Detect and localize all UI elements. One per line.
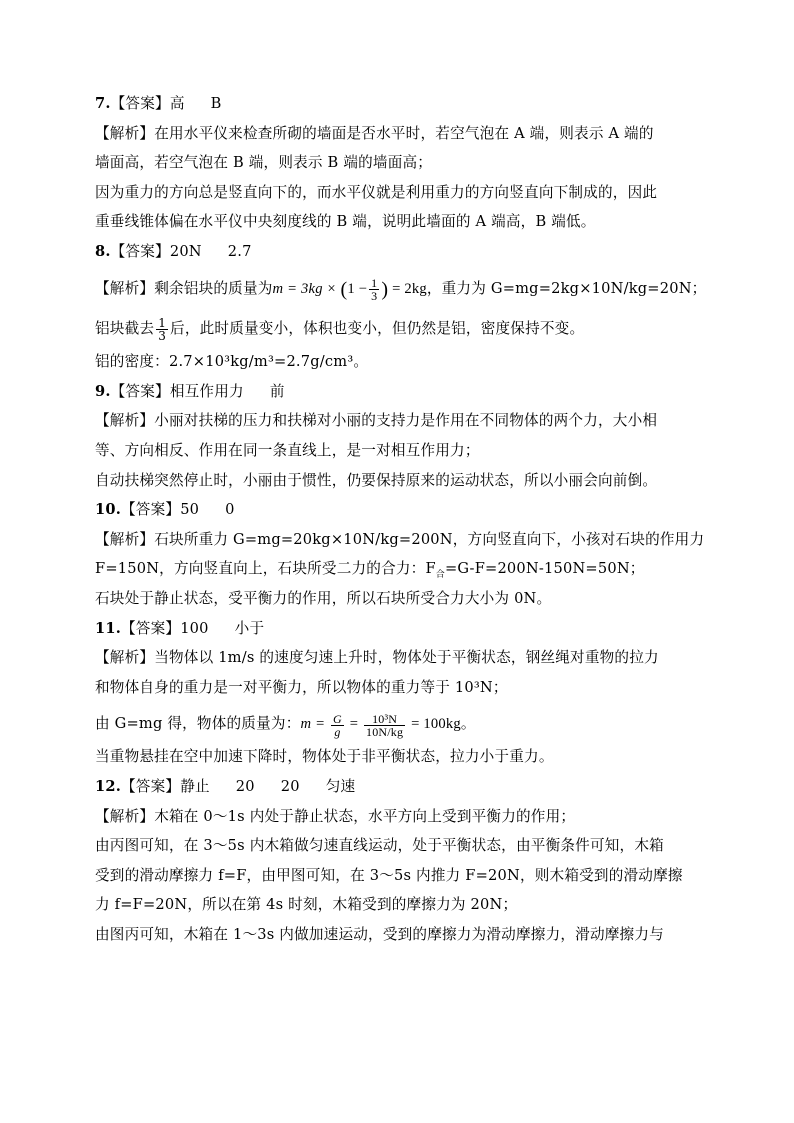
q10-number: 10. <box>95 501 121 519</box>
analysis-line: 受到的滑动摩擦力 f=F，由甲图可知，在 3～5s 内推力 F=20N，则木箱受到的滑动摩擦 <box>95 866 683 884</box>
analysis-line <box>95 124 707 144</box>
answer-value: 小于 <box>234 619 265 637</box>
analysis-line: 由丙图可知，在 3～5s 内木箱做匀速直线运动，处于平衡状态，由平衡条件可知，木箱 <box>95 837 664 855</box>
answer-value: B <box>210 95 222 112</box>
fraction-numerator: 1 <box>371 275 378 290</box>
analysis-line: 墙面高，若空气泡在 B 端，则表示 B 端的墙面高； <box>95 154 433 172</box>
analysis-line <box>95 559 707 579</box>
analysis-tag: 【解析】 <box>95 279 155 297</box>
answer-tag: 【答案】 <box>110 242 170 260</box>
formula-part: 1 − <box>347 280 368 297</box>
analysis-text: 剩余铝块的质量为 <box>154 279 273 297</box>
answer-value: 高 <box>169 95 185 112</box>
answer-value: 20 <box>280 777 300 795</box>
subscript: 合 <box>435 570 445 581</box>
analysis-line: 等、方向相反、作用在同一条直线上，是一对相互作用力； <box>95 442 480 459</box>
analysis-tag: 【解析】 <box>95 649 155 667</box>
q8-number: 8. <box>95 242 111 260</box>
analysis-tag: 【解析】 <box>95 124 155 142</box>
answer-tag: 【答案】 <box>110 382 170 400</box>
analysis-text: 铝块截去 <box>95 320 155 338</box>
q11-answer-line <box>95 619 707 639</box>
analysis-text: ，重力为 G=mg=2kg×10N/kg=20N； <box>426 279 707 297</box>
analysis-tag: 【解析】 <box>95 412 155 430</box>
answer-value: 匀速 <box>325 777 356 795</box>
formula-part: = 100kg <box>411 716 461 733</box>
analysis-line <box>95 707 707 741</box>
document-body <box>95 94 707 955</box>
analysis-line: 因为重力的方向总是竖直向下的，而水平仪就是利用重力的方向竖直向下制成的，因此 <box>95 183 658 201</box>
answer-value: 相互作用力 <box>169 382 244 400</box>
fraction <box>369 277 379 302</box>
fraction-numerator: 10³N <box>364 713 405 726</box>
formula-part: = 2kg <box>392 280 427 297</box>
analysis-line <box>95 530 707 550</box>
q10-answer-line <box>95 500 707 520</box>
analysis-text: =G-F=200N-150N=50N； <box>445 560 645 578</box>
fraction <box>156 317 168 342</box>
analysis-line <box>95 648 707 668</box>
analysis-text: 石块所重力 G=mg=20kg×10N/kg=200N，方向竖直向下，小孩对石块的作用力 <box>154 530 705 548</box>
q9-number: 9. <box>95 382 111 400</box>
analysis-text: 由 G=mg 得，物体的质量为： <box>95 715 301 733</box>
fraction <box>331 713 344 738</box>
answer-tag: 【答案】 <box>110 95 170 112</box>
analysis-text: 木箱在 0～1s 内处于静止状态，水平方向上受到平衡力的作用； <box>154 807 576 825</box>
analysis-tag: 【解析】 <box>95 530 155 548</box>
analysis-text: 当物体以 1m/s 的速度匀速上升时，物体处于平衡状态，钢丝绳对重物的拉力 <box>154 649 659 667</box>
fraction-denominator: 3 <box>158 328 167 343</box>
answer-value: 20N <box>169 242 202 260</box>
formula-part: m = 3kg × <box>272 280 337 297</box>
analysis-line: 力 f=F=20N，所以在第 4s 时刻，木箱受到的摩擦力为 20N； <box>95 896 518 914</box>
analysis-line <box>95 312 707 346</box>
answer-value: 50 <box>180 501 200 519</box>
mass-formula: m = 3kg × (1 − $\frac{1}{3}$ ) = 2kg <box>272 275 427 303</box>
formula-part: m = <box>300 716 326 733</box>
analysis-text: 后，此时质量变小，体积也变小，但仍然是铝，密度保持不变。 <box>170 320 585 338</box>
analysis-line <box>95 272 707 307</box>
analysis-line: 石块处于静止状态，受平衡力的作用，所以石块所受合力大小为 0N。 <box>95 589 552 607</box>
q7-number: 7. <box>95 95 111 112</box>
answer-value: 2.7 <box>227 242 252 260</box>
fraction-denominator: 3 <box>371 288 378 303</box>
analysis-line <box>95 807 707 827</box>
q8-answer-line <box>95 242 707 262</box>
answer-value: 20 <box>235 777 255 795</box>
analysis-tag: 【解析】 <box>95 807 155 825</box>
answer-tag: 【答案】 <box>121 501 181 519</box>
answer-value: 前 <box>269 382 285 400</box>
analysis-line: 和物体自身的重力是一对平衡力，所以物体的重力等于 10³N； <box>95 678 508 696</box>
q9-answer-line <box>95 382 707 402</box>
analysis-text: F=150N，方向竖直向上，石块所受二力的合力：F <box>95 560 436 578</box>
q12-number: 12. <box>95 777 121 795</box>
q7-answer-line <box>95 94 707 114</box>
analysis-line: 由图丙可知，木箱在 1～3s 内做加速运动，受到的摩擦力为滑动摩擦力，滑动摩擦力与 <box>95 925 664 943</box>
analysis-text: 小丽对扶梯的压力和扶梯对小丽的支持力是作用在不同物体的两个力，大小相 <box>154 412 658 430</box>
analysis-line: 铝的密度：2.7×10³kg/m³=2.7g/cm³。 <box>95 353 369 371</box>
analysis-line <box>95 411 707 431</box>
q11-number: 11. <box>95 619 121 637</box>
analysis-line: 自动扶梯突然停止时，小丽由于惯性，仍要保持原来的运动状态，所以小丽会向前倒。 <box>95 471 658 489</box>
fraction-denominator: g <box>334 724 341 739</box>
fraction-numerator: G <box>332 711 342 726</box>
answer-tag: 【答案】 <box>121 619 181 637</box>
analysis-line: 重垂线锥体偏在水平仪中央刻度线的 B 端，说明此墙面的 A 端高，B 端低。 <box>95 213 596 231</box>
analysis-text: 在用水平仪来检查所砌的墙面是否水平时，若空气泡在 A 端，则表示 A 端的 <box>154 124 654 142</box>
fraction-denominator: 10N/kg <box>366 724 404 739</box>
analysis-text: 。 <box>460 715 476 733</box>
fraction-numerator: 1 <box>158 315 167 330</box>
answer-tag: 【答案】 <box>121 777 181 795</box>
answer-value: 静止 <box>180 777 210 795</box>
answer-value: 100 <box>180 619 209 637</box>
mass-formula: m = $\frac{G}{g}$ = $\frac{\text{10³N}}{10N/kg}$ = 100kg <box>300 711 461 739</box>
fraction <box>364 713 405 738</box>
analysis-line: 当重物悬挂在空中加速下降时，物体处于非平衡状态，拉力小于重力。 <box>95 748 554 766</box>
answer-value: 0 <box>225 501 235 519</box>
q12-answer-line <box>95 777 707 797</box>
